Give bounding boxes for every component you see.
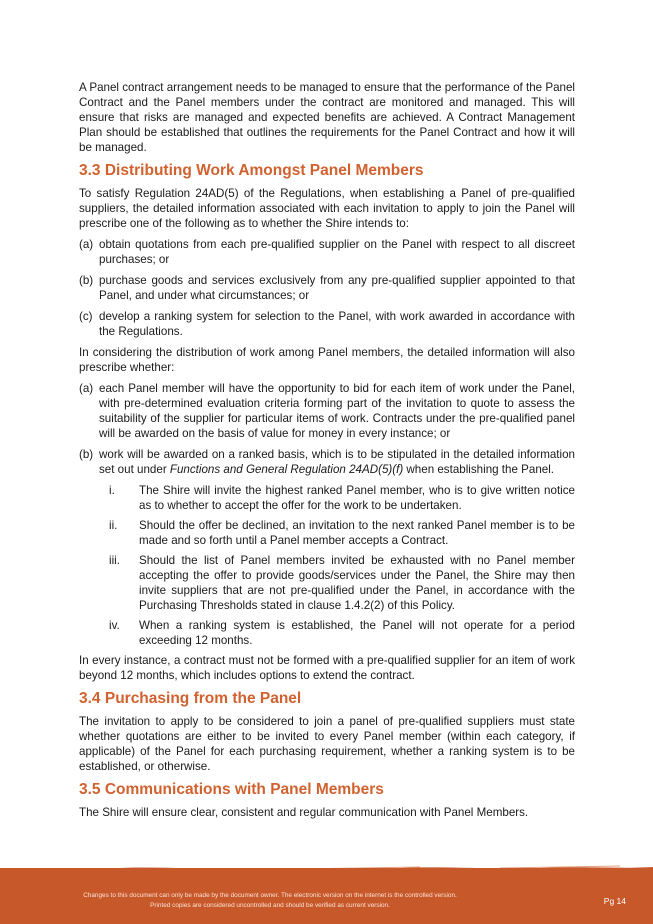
list-item xyxy=(79,237,575,267)
list-item xyxy=(79,447,575,477)
section-3-5-paragraph: The Shire will ensure clear, consistent and regular communication with Panel Members. xyxy=(79,806,529,819)
list-item-label: (c) xyxy=(79,310,93,323)
list-item-text xyxy=(99,447,575,477)
list-item xyxy=(79,309,575,339)
list-item-text: purchase goods and services exclusively from any pre-qualified supplier appointed to that Panel, and under what circumstances; or xyxy=(99,274,575,302)
sub-list-item xyxy=(79,483,575,513)
sub-list-item-text: Should the list of Panel members invited be exhausted with no Panel member accepting the offer to provide goods/services under the Panel, the Shire may then invite suppliers that are not pre-qualified under the Panel, in accordance with the Purchasing Thresholds stated in clause 1.4.2(2) of this Policy. xyxy=(139,554,575,612)
section-3-3-paragraph-1: To satisfy Regulation 24AD(5) of the Regulations, when establishing a Panel of pre-qualified suppliers, the detailed information associated with each invitation to apply to join the Panel will prescribe one of the following as to whether the Shire intends to: xyxy=(79,187,575,230)
list-item-label: (b) xyxy=(79,448,94,461)
footer-disclaimer-line-2: Printed copies are considered uncontrolled and should be verified as current version. xyxy=(150,902,390,909)
footer-disclaimer xyxy=(60,891,480,911)
section-3-3-heading: 3.3 Distributing Work Amongst Panel Members xyxy=(79,162,424,179)
list-item-text: obtain quotations from each pre-qualified supplier on the Panel with respect to all discreet purchases; or xyxy=(99,238,575,266)
list-item-label: (a) xyxy=(79,382,94,395)
page-number: Pg 14 xyxy=(603,896,626,906)
sub-list-item-label: iii. xyxy=(109,554,120,567)
list-item-label: (b) xyxy=(79,274,94,287)
sub-list-item-label: i. xyxy=(109,484,115,497)
section-3-3-paragraph-2: In considering the distribution of work among Panel members, the detailed information will also prescribe whether: xyxy=(79,346,575,374)
sub-list-item xyxy=(79,553,575,613)
regulation-reference: Functions and General Regulation 24AD(5)(f) xyxy=(169,463,404,476)
list-item-text-part: work will be awarded on a ranked basis, which is to be stipulated in the detailed information set out under xyxy=(99,448,575,476)
section-3-4-heading: 3.4 Purchasing from the Panel xyxy=(79,690,302,707)
sub-list-item xyxy=(79,518,575,548)
list-item-text: develop a ranking system for selection to the Panel, with work awarded in accordance with the Regulations. xyxy=(99,310,575,338)
list-item xyxy=(79,381,575,441)
sub-list-item-text: Should the offer be declined, an invitation to the next ranked Panel member is to be made and so forth until a Panel member accepts a Contract. xyxy=(139,519,575,547)
section-3-5-heading: 3.5 Communications with Panel Members xyxy=(79,781,384,798)
section-3-3-paragraph-3: In every instance, a contract must not be formed with a pre-qualified supplier for an item of work beyond 12 months, which includes options to extend the contract. xyxy=(79,654,575,682)
sub-list-item-text: When a ranking system is established, the Panel will not operate for a period exceeding 12 months. xyxy=(139,619,575,647)
list-item-label: (a) xyxy=(79,238,94,251)
document-body xyxy=(79,80,575,826)
list-item-text-part: when establishing the Panel. xyxy=(403,463,555,476)
list-item xyxy=(79,273,575,303)
list-item-text: each Panel member will have the opportunity to bid for each item of work under the Panel, with pre-determined evaluation criteria forming part of the invitation to quote to assess the suitability of the supplier for particular items of work. Contracts under the pre-qualified panel will be awarded on the basis of value for money in every instance; or xyxy=(99,382,575,440)
footer-disclaimer-line-1: Changes to this document can only be made by the document owner. The electronic version on the internet is the controlled version. xyxy=(83,892,457,899)
sub-list-item-text: The Shire will invite the highest ranked Panel member, who is to give written notice as to whether to accept the offer for the work to be undertaken. xyxy=(139,484,575,512)
intro-paragraph: A Panel contract arrangement needs to be managed to ensure that the performance of the Panel Contract and the Panel members under the contract are monitored and managed. This will ensure that risks are managed and expected benefits are achieved. A Contract Management Plan should be established that outlines the requirements for the Panel Contract and how it will be managed. xyxy=(79,81,575,154)
section-3-4-paragraph: The invitation to apply to be considered to join a panel of pre-qualified suppliers must state whether quotations are either to be invited to every Panel member (within each category, if applicable) of the Panel for each purchasing requirement, whether a ranking system is to be established, or otherwise. xyxy=(79,715,575,773)
sub-list-item-label: iv. xyxy=(109,619,120,632)
sub-list-item-label: ii. xyxy=(109,519,118,532)
sub-list-item xyxy=(79,618,575,648)
